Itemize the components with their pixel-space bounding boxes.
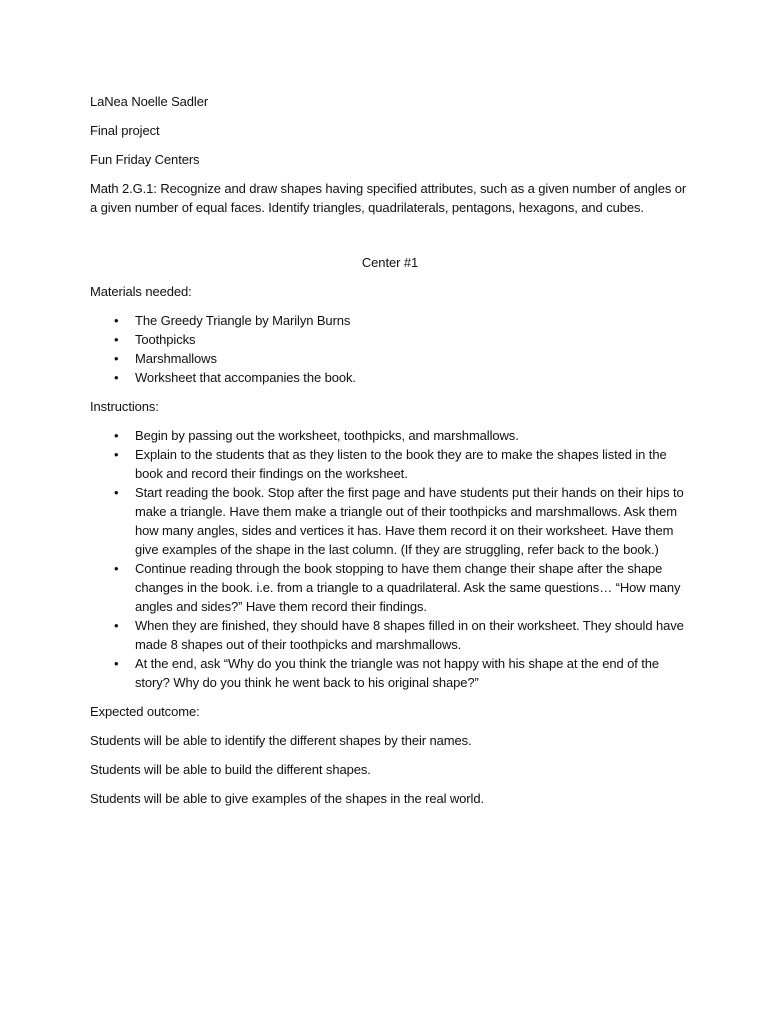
bullet-icon: •	[114, 370, 119, 385]
outcome-line: Students will be able to identify the different shapes by their names.	[90, 733, 472, 748]
list-item-text: When they are finished, they should have 8 shapes filled in on their worksheet. They should have made 8 shapes out of their toothpicks and marshmallows.	[135, 618, 684, 652]
document-body	[90, 92, 690, 818]
bullet-icon: •	[114, 351, 119, 366]
list-item	[90, 616, 690, 654]
list-item	[90, 445, 690, 483]
list-item-text: Start reading the book. Stop after the first page and have students put their hands on their hips to make a triangle. Have them make a triangle out of their toothpicks and marshmallows. Ask them how many angles, sides and vertices it has. Have them record it on their worksheet. Have them give examples of the shape in the last column. (If they are struggling, refer back to the book.)	[135, 485, 684, 557]
outcome-line: Students will be able to build the different shapes.	[90, 762, 371, 777]
list-item	[90, 483, 690, 559]
list-item-text: The Greedy Triangle by Marilyn Burns	[135, 313, 351, 328]
bullet-icon: •	[114, 332, 119, 347]
list-item-text: Explain to the students that as they listen to the book they are to make the shapes listed in the book and record their findings on the worksheet.	[135, 447, 667, 481]
bullet-icon: •	[114, 561, 119, 576]
materials-label: Materials needed:	[90, 284, 192, 299]
author-name: LaNea Noelle Sadler	[90, 94, 209, 109]
list-item	[90, 368, 690, 387]
document-title: Fun Friday Centers	[90, 152, 200, 167]
bullet-icon: •	[114, 656, 119, 671]
outcome-label: Expected outcome:	[90, 704, 200, 719]
list-item	[90, 330, 690, 349]
list-item-text: At the end, ask “Why do you think the triangle was not happy with his shape at the end of the story? Why do you think he went back to his original shape?”	[135, 656, 660, 690]
bullet-icon: •	[114, 447, 119, 462]
list-item-text: Continue reading through the book stopping to have them change their shape after the shape changes in the book. i.e. from a triangle to a quadrilateral. Ask the same questions… “How many angles and sides?” Have them record their findings.	[135, 561, 681, 614]
bullet-icon: •	[114, 313, 119, 328]
list-item	[90, 426, 690, 445]
list-item	[90, 311, 690, 330]
list-item-text: Worksheet that accompanies the book.	[135, 370, 356, 385]
bullet-icon: •	[114, 618, 119, 633]
bullet-icon: •	[114, 485, 119, 500]
list-item-text: Toothpicks	[135, 332, 196, 347]
outcome-line: Students will be able to give examples of the shapes in the real world.	[90, 791, 484, 806]
center-heading: Center #1	[361, 255, 419, 270]
instructions-label: Instructions:	[90, 399, 159, 414]
list-item	[90, 559, 690, 616]
list-item	[90, 349, 690, 368]
list-item-text: Marshmallows	[135, 351, 217, 366]
project-label: Final project	[90, 123, 160, 138]
list-item-text: Begin by passing out the worksheet, toothpicks, and marshmallows.	[135, 428, 519, 443]
standard-text: Math 2.G.1: Recognize and draw shapes having specified attributes, such as a given number of angles or a given number of equal faces. Identify triangles, quadrilaterals, pentagons, hexagons, and cubes.	[90, 181, 687, 215]
list-item	[90, 654, 690, 692]
bullet-icon: •	[114, 428, 119, 443]
materials-list	[90, 311, 690, 387]
instructions-list	[90, 426, 690, 692]
